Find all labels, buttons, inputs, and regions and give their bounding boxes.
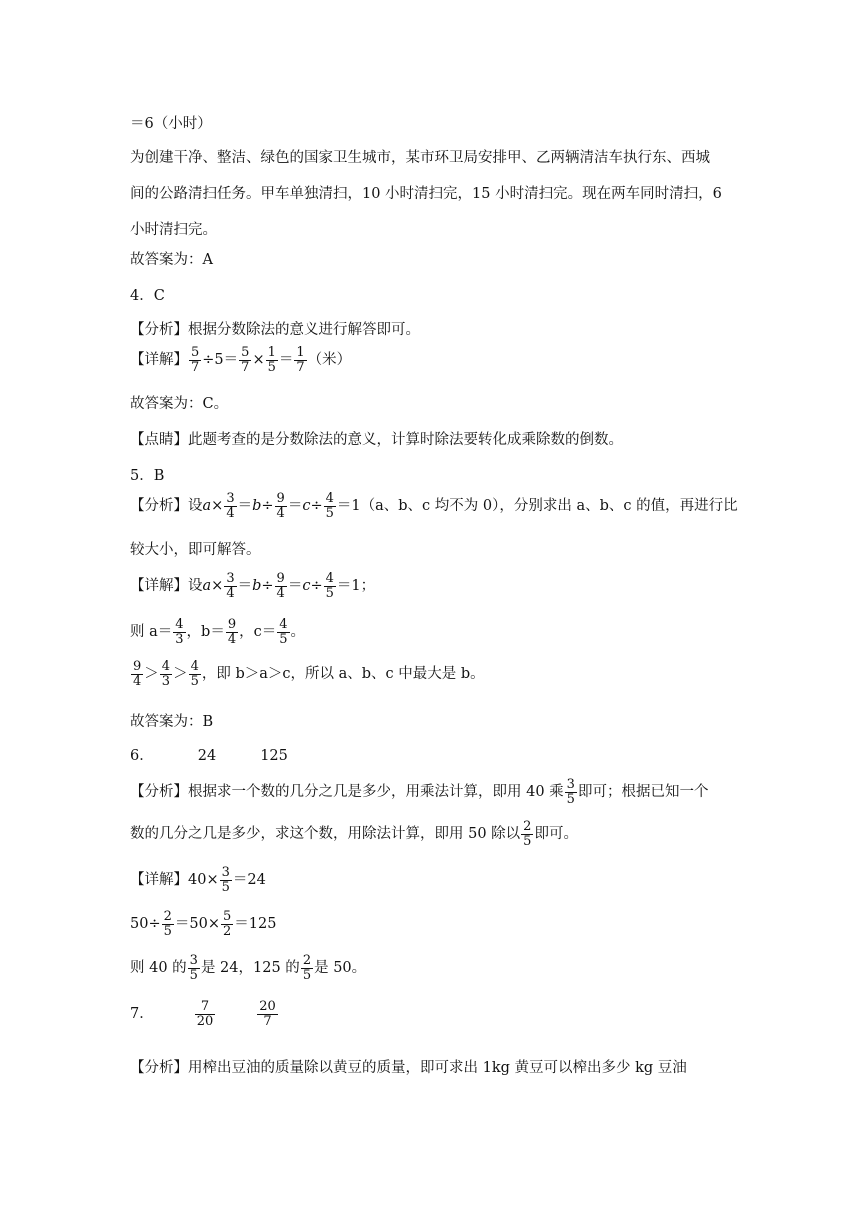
text-line: 较大小，即可解答。 bbox=[130, 542, 261, 558]
fraction: $\frac{9}{4}$ bbox=[276, 571, 285, 601]
analysis-line: 【分析】根据分数除法的意义进行解答即可。 bbox=[130, 322, 420, 338]
detail-line-q5: 【详解】设a× $\frac{3}{4}$ ＝b÷ $\frac{9}{4}$ ＝c÷ $\frac{4}{5}$ ＝1； bbox=[130, 571, 376, 601]
fraction: $\frac{4}{3}$ bbox=[161, 659, 171, 689]
fraction: $\frac{3}{5}$ bbox=[189, 953, 198, 983]
detail-line-q6: 【详解】40× $\frac{3}{5}$ ＝24 bbox=[130, 865, 266, 895]
analysis-line-q6: 【分析】根据求一个数的几分之几是多少，用乘法计算，即用 40 乘 $\frac{3}{5}$ 即可；根据已知一个 bbox=[130, 777, 709, 807]
fraction: $\frac{9}{4}$ bbox=[133, 659, 142, 689]
analysis-line-q7: 【分析】用榨出豆油的质量除以黄豆的质量，即可求出 1kg 黄豆可以榨出多少 kg 豆油 bbox=[130, 1060, 687, 1076]
fraction: $\frac{9}{4}$ bbox=[227, 617, 237, 647]
fraction: $\frac{4}{5}$ bbox=[325, 491, 334, 521]
question-number-q6: 6． 24 125 bbox=[130, 748, 288, 764]
compare-line-q5: $\frac{9}{4}$ ＞ $\frac{4}{3}$ ＞ $\frac{4}{5}$ ，即 b＞a＞c，所以 a、b、c 中最大是 b。 bbox=[133, 659, 485, 689]
answer-blank: 24 bbox=[197, 748, 217, 764]
fraction: $\frac{3}{5}$ bbox=[566, 777, 575, 807]
detail-line-q4: 【详解】 $\frac{5}{7}$ ÷5＝ $\frac{5}{7}$ × $\frac{1}{5}$ ＝ $\frac{1}{7}$ （米） bbox=[130, 345, 352, 375]
analysis-line-q6-cont: 数的几分之几是多少，求这个数，用除法计算，即用 50 除以 $\frac{2}{5}$ 即可。 bbox=[130, 819, 578, 849]
question-number: 4．C bbox=[130, 288, 165, 304]
text-line: 小时清扫完。 bbox=[130, 222, 217, 238]
values-line-q5: 则 a＝ $\frac{4}{3}$ ，b＝ $\frac{9}{4}$ ，c＝ $\frac{4}{5}$ 。 bbox=[130, 617, 306, 647]
fraction: $\frac{3}{4}$ bbox=[226, 571, 235, 601]
text-line: 间的公路清扫任务。甲车单独清扫，10 小时清扫完，15 小时清扫完。现在两车同时清扫，6 bbox=[130, 186, 722, 202]
text-line: ＝6（小时） bbox=[130, 116, 212, 132]
fraction: $\frac{3}{4}$ bbox=[226, 491, 235, 521]
fraction: $\frac{4}{5}$ bbox=[279, 617, 288, 647]
fraction: $\frac{1}{5}$ bbox=[267, 345, 276, 375]
conclusion-line-q6: 则 40 的 $\frac{3}{5}$ 是 24，125 的 $\frac{2}{5}$ 是 50。 bbox=[130, 953, 367, 983]
answer-line: 故答案为：A bbox=[130, 252, 213, 268]
fraction: $\frac{5}{7}$ bbox=[191, 345, 200, 375]
fraction: $\frac{9}{4}$ bbox=[276, 491, 285, 521]
fraction: $\frac{2}{5}$ bbox=[163, 909, 172, 939]
fraction: $\frac{2}{5}$ bbox=[523, 819, 532, 849]
answer-fraction: $\frac{20}{7}$ bbox=[259, 999, 276, 1029]
detail-line-q6-2: 50÷ $\frac{2}{5}$ ＝50× $\frac{5}{2}$ ＝125 bbox=[130, 909, 277, 939]
fraction: $\frac{4}{5}$ bbox=[190, 659, 199, 689]
fraction: $\frac{2}{5}$ bbox=[302, 953, 312, 983]
fraction: $\frac{5}{7}$ bbox=[241, 345, 250, 375]
analysis-line-q5: 【分析】设a× $\frac{3}{4}$ ＝b÷ $\frac{9}{4}$ ＝c÷ $\frac{4}{5}$ ＝1（a、b、c 均不为 0），分别求出 a、b、c 的值，再进行比 bbox=[130, 491, 738, 521]
answer-line: 故答案为：C。 bbox=[130, 396, 229, 412]
answer-line: 故答案为：B bbox=[130, 714, 214, 730]
question-number-q7: 7． $\frac{7}{20}$ $\frac{20}{7}$ bbox=[130, 999, 276, 1029]
fraction: $\frac{4}{3}$ bbox=[175, 617, 184, 647]
fraction: $\frac{1}{7}$ bbox=[296, 345, 305, 375]
fraction: $\frac{3}{5}$ bbox=[221, 865, 230, 895]
remark-line: 【点睛】此题考查的是分数除法的意义，计算时除法要转化成乘除数的倒数。 bbox=[130, 432, 623, 448]
fraction: $\frac{4}{5}$ bbox=[325, 571, 334, 601]
text-line: 为创建干净、整洁、绿色的国家卫生城市，某市环卫局安排甲、乙两辆清洁车执行东、西城 bbox=[130, 150, 710, 166]
answer-fraction: $\frac{7}{20}$ bbox=[196, 999, 214, 1029]
question-number: 5．B bbox=[130, 468, 165, 484]
fraction: $\frac{5}{2}$ bbox=[223, 909, 232, 939]
answer-blank: 125 bbox=[260, 748, 288, 764]
